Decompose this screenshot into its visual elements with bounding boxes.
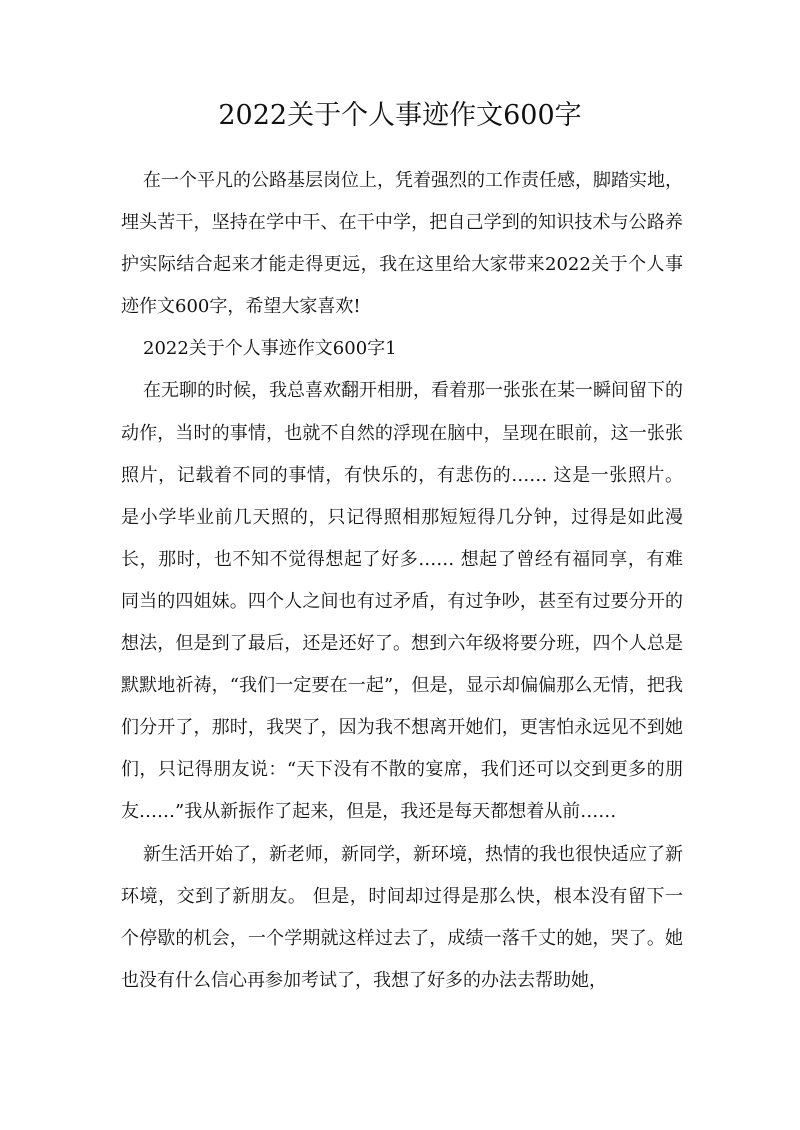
document-title: 2022关于个人事迹作文600字 — [218, 100, 582, 131]
section-heading: 2022关于个人事迹作文600字1 — [143, 338, 397, 360]
body-paragraph: 在无聊的时候，我总喜欢翻开相册，看着那一张张在某一瞬间留下的动作，当时的事情，也就不自然的浮现在脑中，呈现在眼前，这一张张照片，记载着不同的事情，有快乐的，有悲伤的…… 这是一张照片。是小学毕业前几天照的，只记得照相那短短得几分钟，过得是如此漫长，那时，也不知不觉得想起了好多…… 想起了曾经有福同享，有难同当的四姐妹。四个人之间也有过矛盾，有过争吵，甚至有过要分开的想法，但是到了最后，还是还好了。想到六年级将要分班，四个人总是默默地祈祷，“我们一定要在一起”，但是，显示却偏偏那么无情，把我们分开了，那时，我哭了，因为我不想离开她们，更害怕永远见不到她们，只记得朋友说：“天下没有不散的宴席，我们还可以交到更多的朋友……”我从新振作了起来，但是，我还是每天都想着从前…… — [121, 380, 683, 823]
body-paragraph: 新生活开始了，新老师，新同学，新环境，热情的我也很快适应了新环境，交到了新朋友。 但是，时间却过得是那么快，根本没有留下一个停歇的机会，一个学期就这样过去了，成绩一落千丈的她，哭了。她也没有什么信心再参加考试了，我想了好多的办法去帮助她， — [121, 843, 683, 991]
document-body — [121, 160, 683, 1002]
intro-paragraph: 在一个平凡的公路基层岗位上，凭着强烈的工作责任感，脚踏实地，埋头苦干，坚持在学中干、在干中学，把自己学到的知识技术与公路养护实际结合起来才能走得更远，我在这里给大家带来2022关于个人事迹作文600字，希望大家喜欢! — [121, 170, 683, 318]
